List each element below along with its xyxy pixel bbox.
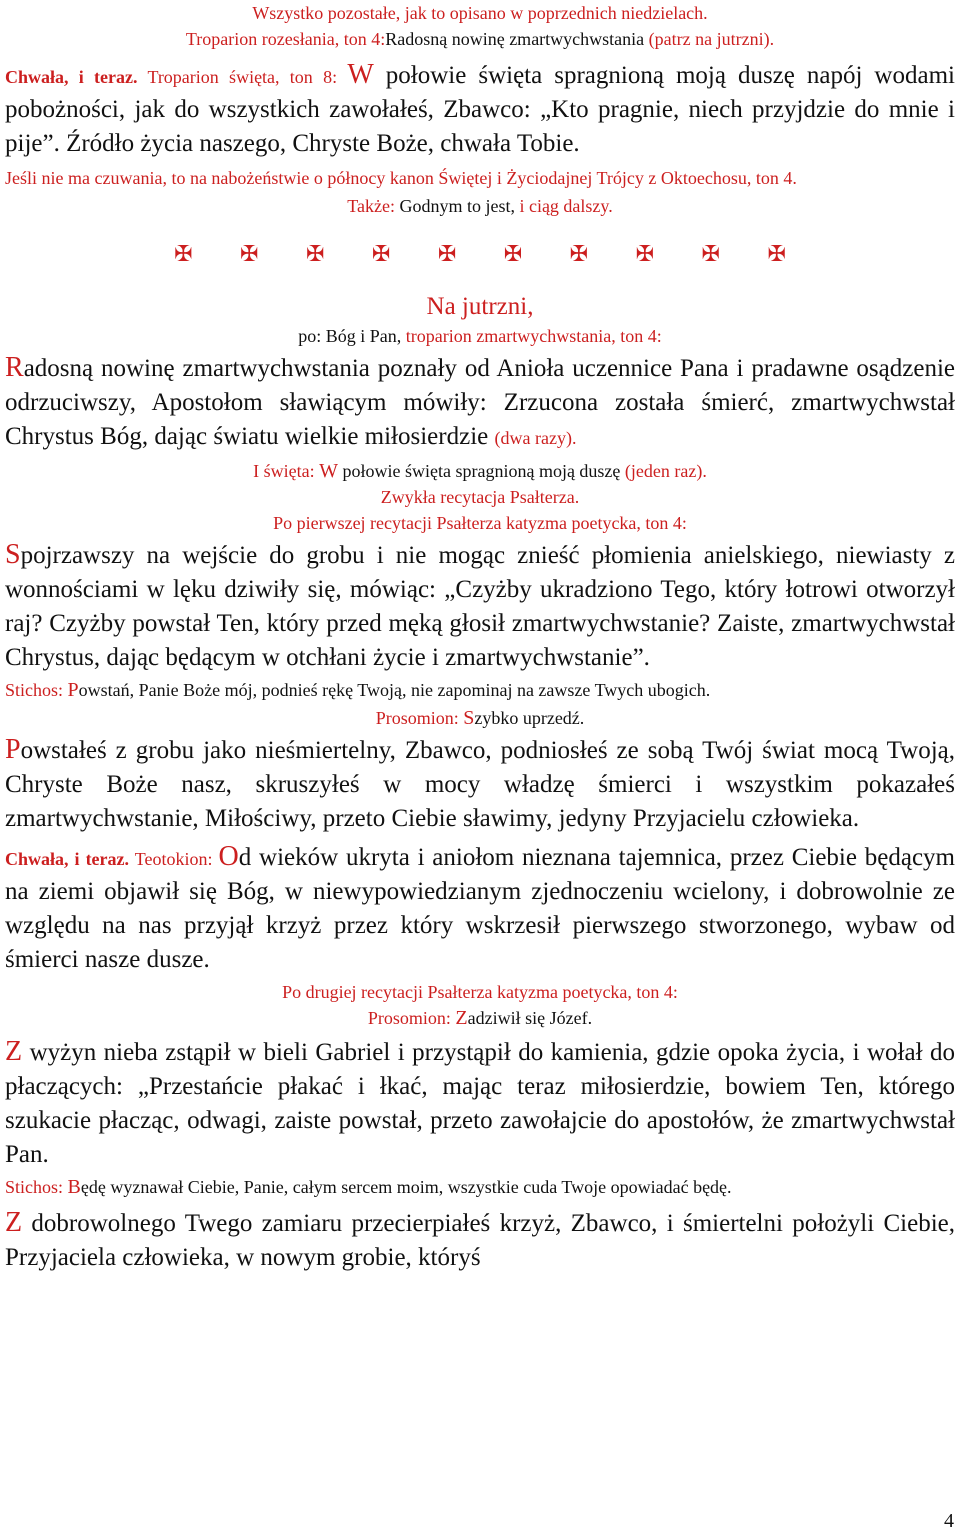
rubric-glory: Chwała, i teraz.: [5, 849, 130, 869]
initial-letter: P: [67, 679, 79, 701]
rubric-line: [5, 484, 955, 510]
kathisma-paragraph: [5, 538, 955, 675]
body-text: pojrzawszy na wejście do grobu i nie mogąc znieść płomienia anielskiego, niewiasty z wonnościami w lęku dziwiły się, mówiąc: „Czyżby ukradziono Tego, który łotrowi otworzył raj? Czyżby powstał Ten, który przed męką głosił zmartwychwstanie? Zaiste, zmartwychwstał Chrystus, dając będącym w otchłani życie i zmartwychwstanie”.: [5, 542, 955, 671]
incipit-text: zybko uprzedź.: [474, 708, 585, 728]
incipit-text: Bóg i Pan,: [325, 326, 402, 346]
rubric-text: Po pierwszej recytacji Psałterza katyzma poetycka, ton 4:: [273, 513, 687, 533]
rubric-paragraph: [5, 165, 955, 191]
rubric-text: Stichos:: [5, 1177, 68, 1197]
rubric-line: [5, 193, 955, 219]
rubric-line: [5, 458, 955, 484]
initial-letter: Z: [455, 1007, 468, 1029]
kathisma-paragraph: [5, 1035, 955, 1172]
rubric-text: I święta:: [253, 461, 320, 481]
initial-letter: S: [5, 539, 21, 570]
kathisma-paragraph: [5, 1206, 955, 1275]
rubric-text: Prosomion:: [367, 1008, 456, 1028]
troparion-paragraph: [5, 351, 955, 454]
rubric-text: (patrz na jutrzni).: [644, 29, 775, 49]
kathisma-paragraph: [5, 733, 955, 836]
troparion-paragraph: [5, 58, 955, 161]
rubric-text: troparion zmartwychwstania, ton 4:: [401, 326, 662, 346]
initial-letter: S: [463, 707, 475, 729]
rubric-line: [5, 323, 955, 349]
stichos-paragraph: [5, 677, 955, 703]
cross-icons: ✠ ✠ ✠ ✠ ✠ ✠ ✠ ✠ ✠ ✠: [174, 241, 786, 266]
rubric-text: (jeden raz).: [620, 461, 707, 481]
rubric-line: [5, 0, 955, 26]
rubric-line: [5, 1005, 955, 1031]
rubric-text: Zwykła recytacja Psałterza.: [380, 487, 580, 507]
rubric-line: [5, 705, 955, 731]
initial-letter: Z: [5, 1036, 23, 1067]
document-page: [5, 0, 955, 1275]
body-text: dobrowolnego Twego zamiaru przecierpiałeś krzyż, Zbawco, i śmiertelni położyli Ciebie, Przyjaciela człowieka, w nowym grobie, któryś: [5, 1210, 955, 1271]
body-text: połowie święta spragnioną moją duszę napój wodami pobożności, jak do wszystkich zawołałeś, Zbawco: „Kto pragnie, niech przyjdzie do mnie i pije”. Źródło życia naszego, Chryste Boże, chwała Tobie.: [5, 62, 955, 157]
initial-letter: W: [319, 460, 338, 482]
rubric-text: Jeśli nie ma czuwania, to na nabożeństwie o północy kanon Świętej i Życiodajnej Trójcy z Oktoechosu, ton 4.: [5, 168, 797, 188]
rubric-text: Wszystko pozostałe, jak to opisano w poprzednich niedzielach.: [252, 3, 708, 23]
incipit-text: adziwił się Józef.: [467, 1008, 593, 1028]
stichos-paragraph: [5, 1174, 955, 1200]
initial-letter: R: [5, 352, 24, 383]
incipit-text: połowie święta spragnioną moją duszę: [337, 461, 621, 481]
initial-letter: W: [347, 59, 374, 90]
rubric-text: Po drugiej recytacji Psałterza katyzma poetycka, ton 4:: [282, 982, 678, 1002]
rubric-text: i ciąg dalszy.: [514, 196, 613, 216]
rubric-text: Stichos:: [5, 680, 68, 700]
initial-letter: B: [67, 1176, 81, 1198]
body-text: owstałeś z grobu jako nieśmiertelny, Zbawco, podniosłeś ze sobą Twój świat mocą Twoją, Chryste Boże nasz, skruszyłeś w mocy władzę śmierci i wszystkim pokazałeś zmartwychwstanie, Miłościwy, przeto Ciebie sławimy, jedyny Przyjacielu człowieka.: [5, 737, 955, 832]
cross-divider: [5, 239, 955, 269]
page-number: 4: [944, 1510, 954, 1532]
rubric-text: Troparion rozesłania, ton 4:: [185, 29, 386, 49]
initial-letter: Z: [5, 1207, 23, 1238]
rubric-text: Prosomion:: [375, 708, 464, 728]
rubric-line: [5, 979, 955, 1005]
theotokion-paragraph: [5, 840, 955, 977]
rubric-line: [5, 26, 955, 52]
incipit-text: Radosną nowinę zmartwychwstania: [385, 29, 645, 49]
section-heading: [5, 291, 955, 323]
rubric-text: Troparion święta, ton 8:: [137, 67, 348, 87]
incipit-text: Godnym to jest,: [399, 196, 515, 216]
initial-letter: P: [5, 734, 21, 765]
rubric-glory: Chwała, i teraz.: [5, 67, 138, 87]
initial-letter: O: [218, 841, 239, 872]
rubric-text: (dwa razy).: [494, 428, 577, 448]
heading-text: Na jutrzni,: [426, 293, 534, 320]
rubric-text: Teotokion:: [129, 849, 219, 869]
body-text: ędę wyznawał Ciebie, Panie, całym sercem moim, wszystkie cuda Twoje opowiadać będę.: [80, 1177, 732, 1197]
body-text: adosną nowinę zmartwychwstania poznały od Anioła uczennice Pana i pradawne osądzenie odrzuciwszy, Apostołom sławiącym mówiły: Zrzucona została śmierć, zmartwychwstał Chrystus Bóg, dając światu wielkie miłosierdzie: [5, 355, 955, 450]
body-text: wyżyn nieba zstąpił w bieli Gabriel i przystąpił do kamienia, gdzie opoka życia, i wołał do płaczących: „Przestańcie płakać i łkać, mając teraz miłosierdzie, bowiem Ten, którego szukacie płacząc, odwagi, zaiste powstał, przeto zawołajcie do apostołów, że zmartwychwstał Pan.: [5, 1039, 955, 1168]
rubric-text: po:: [298, 326, 326, 346]
body-text: d wieków ukryta i aniołom nieznana tajemnica, przez Ciebie będącym na ziemi objawił się Bóg, w niewypowiedzianym zjednoczeniu wcielony, i dobrowolnie ze względu na nas przyjął krzyż przez który wskrzesił pierwszego stworzonego, wybaw od śmierci nasze dusze.: [5, 844, 955, 973]
rubric-line: [5, 510, 955, 536]
rubric-text: Także:: [347, 196, 400, 216]
body-text: owstań, Panie Boże mój, podnieś rękę Twoją, nie zapominaj na zawsze Twych ubogich.: [78, 680, 711, 700]
